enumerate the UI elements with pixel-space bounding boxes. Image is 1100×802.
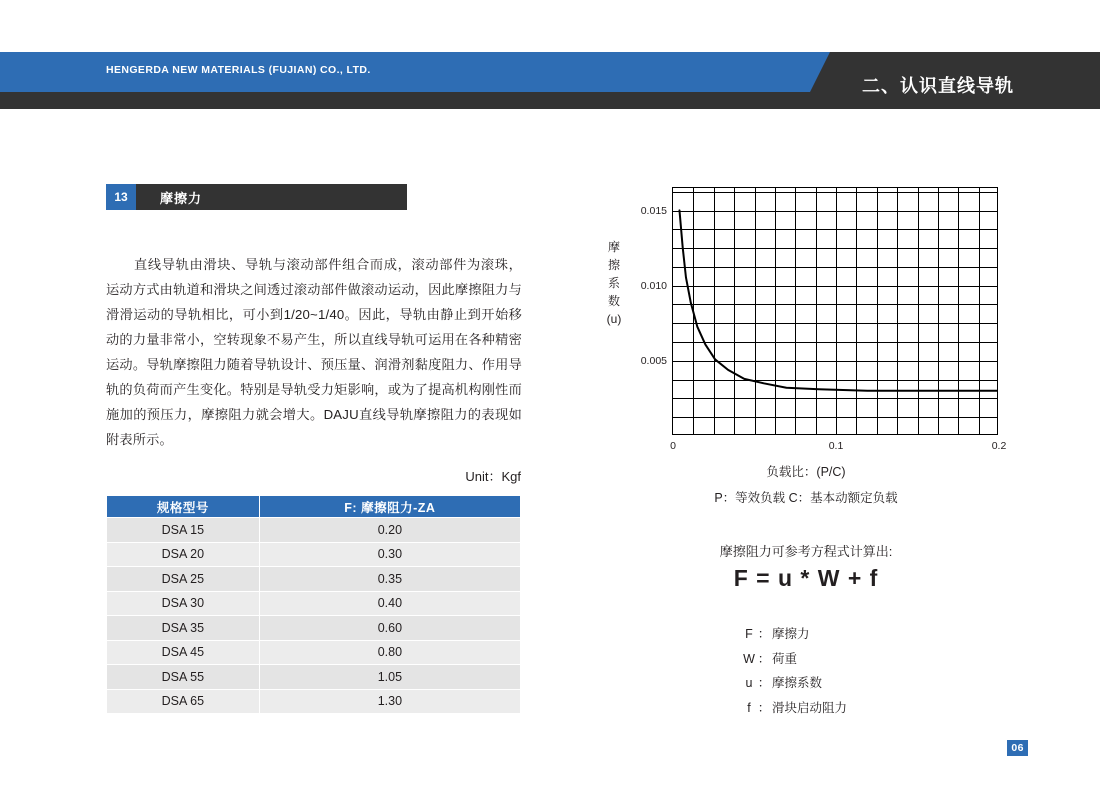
grid-line-horizontal xyxy=(673,286,997,287)
unit-label: Unit：Kgf xyxy=(465,469,521,484)
grid-line-vertical xyxy=(958,188,959,434)
cell-model: DSA 65 xyxy=(107,689,260,714)
body-paragraph: 直线导轨由滑块、导轨与滚动部件组合而成，滚动部件为滚珠，运动方式由轨道和滑块之间透过滚动部件做滚动运动，因此摩擦阻力与滑滑运动的导轨相比，可小到1/20~1/40。因此，导轨由静止到开始移动的力量非常小，空转现象不易产生，所以直线导轨可运用在各种精密运动。导轨摩擦阻力随着导轨设计、预压量、润滑剂黏度阻力、作用导轨的负荷而产生变化。特别是导轨受力矩影响，或为了提高机构刚性而施加的预压力，摩擦阻力就会增大。DAJU直线导轨摩擦阻力的表现如附表所示。 xyxy=(106,257,522,447)
table-row xyxy=(107,640,521,665)
cell-friction: 0.35 xyxy=(259,567,520,592)
legend-colon: ： xyxy=(757,651,771,666)
table-row xyxy=(107,591,521,616)
equation-intro: 摩擦阻力可参考方程式计算出: xyxy=(719,544,893,559)
cell-model: DSA 15 xyxy=(107,518,260,543)
cell-model: DSA 55 xyxy=(107,665,260,690)
grid-line-horizontal xyxy=(673,211,997,212)
cell-friction: 0.80 xyxy=(259,640,520,665)
grid-line-horizontal xyxy=(673,304,997,305)
grid-line-vertical xyxy=(795,188,796,434)
chapter-title: 二、认识直线导轨 xyxy=(862,76,1014,96)
grid-line-horizontal xyxy=(673,398,997,399)
table-row xyxy=(107,542,521,567)
grid-line-vertical xyxy=(775,188,776,434)
legend-item xyxy=(742,696,847,721)
grid-line-vertical xyxy=(897,188,898,434)
friction-chart xyxy=(596,176,1016,456)
legend-symbol: W xyxy=(743,651,755,666)
cell-friction: 0.60 xyxy=(259,616,520,641)
legend-item xyxy=(742,647,847,672)
grid-line-vertical xyxy=(836,188,837,434)
chart-plot-area xyxy=(640,187,1007,452)
cell-model: DSA 30 xyxy=(107,591,260,616)
cell-friction: 1.05 xyxy=(259,665,520,690)
section-bar xyxy=(106,184,407,210)
cell-model: DSA 45 xyxy=(107,640,260,665)
section-number: 13 xyxy=(106,184,136,210)
cell-friction: 1.30 xyxy=(259,689,520,714)
section-title: 摩擦力 xyxy=(160,190,203,206)
cell-friction: 0.40 xyxy=(259,591,520,616)
y-axis-char-1: 擦 xyxy=(607,258,620,272)
legend-colon: ： xyxy=(757,627,771,641)
table-body xyxy=(107,518,521,714)
legend-symbol: u xyxy=(745,676,753,690)
x-tick-label: 0.2 xyxy=(991,440,1007,452)
y-axis-char-3: 数 xyxy=(607,294,620,308)
company-name: HENGERDA NEW MATERIALS (FUJIAN) CO., LTD. xyxy=(106,64,371,76)
cell-friction: 0.30 xyxy=(259,542,520,567)
table-row xyxy=(107,616,521,641)
friction-table xyxy=(106,495,521,714)
grid-line-horizontal xyxy=(673,267,997,268)
legend-item xyxy=(742,671,847,696)
grid-line-vertical xyxy=(938,188,939,434)
y-axis-char-2: 系 xyxy=(607,276,620,290)
y-axis-char-0: 摩 xyxy=(607,240,620,254)
grid-line-vertical xyxy=(979,188,980,434)
y-tick-label: 0.015 xyxy=(640,204,667,217)
y-tick-label: 0.010 xyxy=(640,279,667,292)
curve-path xyxy=(679,210,997,390)
grid-line-vertical xyxy=(693,188,694,434)
grid-line-horizontal xyxy=(673,417,997,418)
equation-legend xyxy=(742,622,847,720)
grid-line-horizontal xyxy=(673,192,997,193)
table-header-model: 规格型号 xyxy=(107,496,260,518)
table-row xyxy=(107,518,521,543)
chart-curve xyxy=(673,188,997,434)
equation-formula: F = u * W + f xyxy=(733,565,879,591)
table-row xyxy=(107,689,521,714)
legend-item xyxy=(742,622,847,647)
table-header-friction: F: 摩擦阻力-ZA xyxy=(259,496,520,518)
chart-y-axis-label xyxy=(603,238,625,328)
grid-line-vertical xyxy=(714,188,715,434)
grid-line-vertical xyxy=(856,188,857,434)
grid-line-horizontal xyxy=(673,323,997,324)
chart-note-definitions: P：等效负载 C：基本动额定负载 xyxy=(714,491,898,505)
grid-line-horizontal xyxy=(673,248,997,249)
legend-description: 滑块启动阻力 xyxy=(772,700,848,715)
grid-line-horizontal xyxy=(673,229,997,230)
grid-line-horizontal xyxy=(673,361,997,362)
cell-model: DSA 35 xyxy=(107,616,260,641)
grid-line-horizontal xyxy=(673,342,997,343)
grid-line-vertical xyxy=(918,188,919,434)
cell-model: DSA 25 xyxy=(107,567,260,592)
table-row xyxy=(107,567,521,592)
y-axis-char-4: (u) xyxy=(606,312,622,326)
legend-description: 摩擦力 xyxy=(772,627,810,641)
table-header-row xyxy=(107,496,521,518)
grid-line-horizontal xyxy=(673,380,997,381)
grid-line-vertical xyxy=(816,188,817,434)
grid-line-vertical xyxy=(755,188,756,434)
table-row xyxy=(107,665,521,690)
page-number: 06 xyxy=(1007,740,1028,757)
legend-symbol: F xyxy=(745,627,753,641)
legend-symbol: f xyxy=(747,700,751,715)
header-blue-band xyxy=(0,52,810,92)
legend-description: 摩擦系数 xyxy=(772,676,823,690)
x-tick-label: 0.1 xyxy=(828,440,844,452)
x-tick-label: 0 xyxy=(670,440,676,452)
legend-colon: ： xyxy=(757,700,771,715)
y-tick-label: 0.005 xyxy=(640,354,667,367)
chart-note-load-ratio: 负载比：(P/C) xyxy=(766,465,846,479)
grid-line-vertical xyxy=(877,188,878,434)
grid-line-vertical xyxy=(734,188,735,434)
legend-description: 荷重 xyxy=(772,651,798,666)
cell-friction: 0.20 xyxy=(259,518,520,543)
cell-model: DSA 20 xyxy=(107,542,260,567)
legend-colon: ： xyxy=(757,676,771,690)
page-header xyxy=(0,52,1100,109)
